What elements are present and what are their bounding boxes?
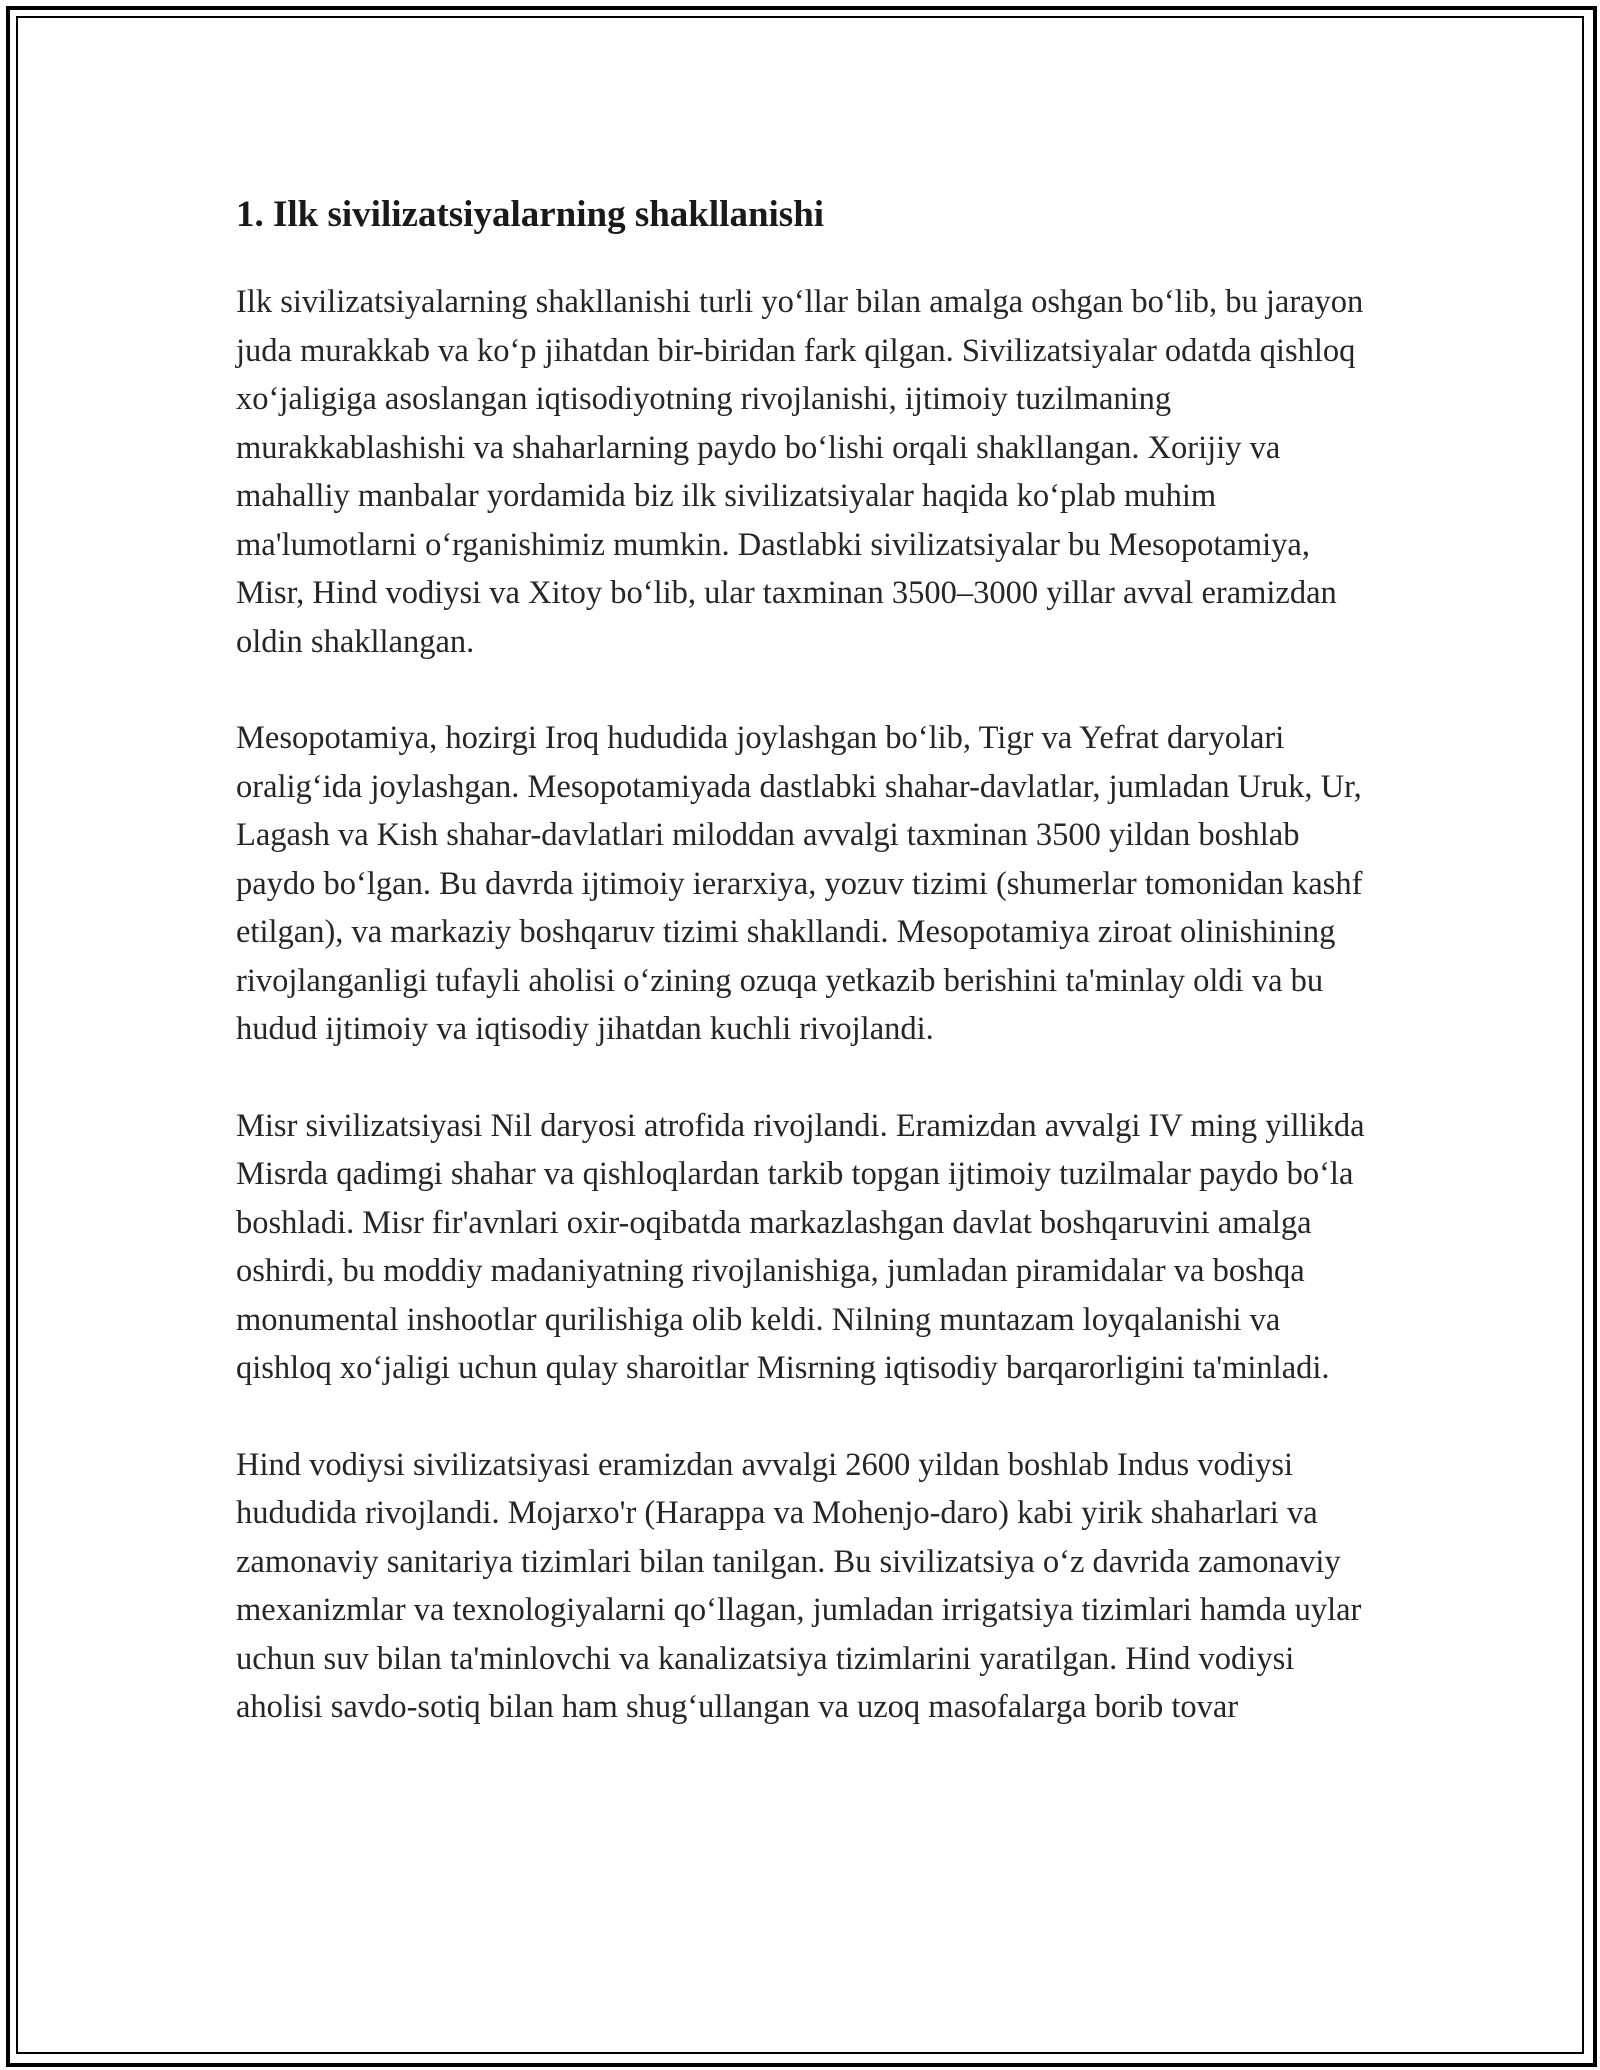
section-heading: 1. Ilk sivilizatsiyalarning shakllanishi <box>236 194 825 235</box>
paragraph-indus-valley: Hind vodiysi sivilizatsiyasi eramizdan avvalgi 2600 yildan boshlab Indus vodiysi hududida rivojlandi. Mojarxo'r (Harappa va Mohenjo-daro) kabi yirik shaharlari va zamonaviy sanitariya tizimlari bilan tanilgan. Bu sivilizatsiya o‘z davrida zamonaviy mexanizmlar va texnologiyalarni qo‘llagan, jumladan irrigatsiya tizimlari hamda uylar uchun suv bilan ta'minlovchi va kanalizatsiya tizimlarini yaratilgan. Hind vodiysi aholisi savdo-sotiq bilan ham shug‘ullangan va uzoq masofalarga borib tovar <box>236 1446 1362 1725</box>
paragraph-mesopotamia: Mesopotamiya, hozirgi Iroq hududida joylashgan bo‘lib, Tigr va Yefrat daryolari oralig‘ida joylashgan. Mesopotamiyada dastlabki shahar-davlatlar, jumladan Uruk, Ur, Lagash va Kish shahar-davlatlari miloddan avvalgi taxminan 3500 yildan boshlab paydo bo‘lgan. Bu davrda ijtimoiy ierarxiya, yozuv tizimi (shumerlar tomonidan kashf etilgan), va markaziy boshqaruv tizimi shakllandi. Mesopotamiya ziroat olinishining rivojlanganligi tufayli aholisi o‘zining ozuqa yetkazib berishini ta'minlay oldi va bu hudud ijtimoiy va iqtisodiy jihatdan kuchli rivojlandi. <box>236 720 1363 1047</box>
document-page <box>236 180 1372 1780</box>
paragraph-egypt: Misr sivilizatsiyasi Nil daryosi atrofida rivojlandi. Eramizdan avvalgi IV ming yillikda Misrda qadimgi shahar va qishloqlardan tarkib topgan ijtimoiy tuzilmalar paydo bo‘la boshladi. Misr fir'avnlari oxir-oqibatda markazlashgan davlat boshqaruvini amalga oshirdi, bu moddiy madaniyatning rivojlanishiga, jumladan piramidalar va boshqa monumental inshootlar qurilishiga olib keldi. Nilning muntazam loyqalanishi va qishloq xo‘jaligi uchun qulay sharoitlar Misrning iqtisodiy barqarorligini ta'minladi. <box>236 1107 1365 1386</box>
paragraph-intro: Ilk sivilizatsiyalarning shakllanishi turli yo‘llar bilan amalga oshgan bo‘lib, bu jarayon juda murakkab va ko‘p jihatdan bir-biridan fark qilgan. Sivilizatsiyalar odatda qishloq xo‘jaligiga asoslangan iqtisodiyotning rivojlanishi, ijtimoiy tuzilmaning murakkablashishi va shaharlarning paydo bo‘lishi orqali shakllangan. Xorijiy va mahalliy manbalar yordamida biz ilk sivilizatsiyalar haqida ko‘plab muhim ma'lumotlarni o‘rganishimiz mumkin. Dastlabki sivilizatsiyalar bu Mesopotamiya, Misr, Hind vodiysi va Xitoy bo‘lib, ular taxminan 3500–3000 yillar avval eramizdan oldin shakllangan. <box>236 284 1364 660</box>
